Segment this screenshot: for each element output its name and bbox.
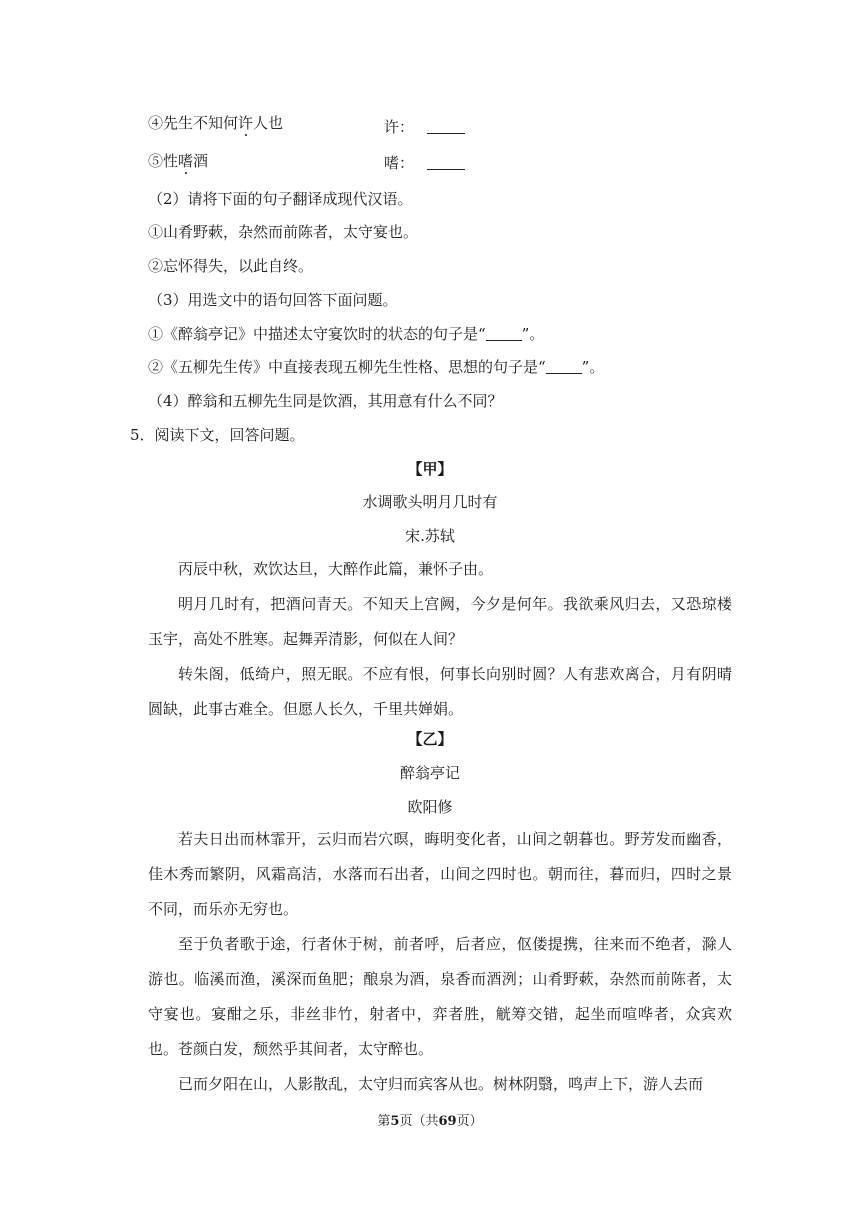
passage-a-tag: 【甲】 (407, 460, 453, 478)
answer-blank[interactable] (427, 119, 465, 134)
dotted-char: 嗜 (178, 152, 194, 170)
q4-part3-item-1: ①《醉翁亭记》中描述太守宴饮时的状态的句子是“ ”。 (148, 325, 545, 343)
item-number: ④ (148, 114, 164, 132)
q4-item-5-answer (384, 152, 465, 173)
q4-part2-item-1: ①山肴野蔌，杂然而前陈者，太守宴也。 (148, 223, 419, 241)
passage-a-body (148, 552, 732, 727)
passage-b-body (148, 822, 732, 1102)
passage-a-author: 宋.苏轼 (405, 527, 455, 545)
passage-b-tag: 【乙】 (407, 730, 453, 748)
passage-a-paragraph: 丙辰中秋，欢饮达旦，大醉作此篇，兼怀子由。 (178, 560, 494, 578)
q4-item-4: ④先生不知何许人也 (148, 114, 284, 132)
passage-a-title: 水调歌头明月几时有 (362, 493, 498, 511)
q4-part3-prompt: （3）用选文中的语句回答下面问题。 (148, 291, 398, 309)
answer-label: 嗜： (384, 154, 415, 172)
page-total: 69 (438, 1114, 457, 1129)
answer-blank[interactable] (546, 359, 582, 374)
page-footer: 第5页（共69页） (377, 1114, 483, 1129)
passage-b-title: 醉翁亭记 (399, 764, 460, 782)
q4-part2-item-2: ②忘怀得失，以此自终。 (148, 257, 314, 275)
q4-part2-prompt: （2）请将下面的句子翻译成现代汉语。 (148, 190, 413, 208)
q4-part3-item-2: ②《五柳先生传》中直接表现五柳先生性格、思想的句子是“ ”。 (148, 358, 605, 376)
passage-b-paragraph: 至于负者歌于途，行者休于树，前者呼，后者应，伛偻提携，往来而不绝者，滁人游也。临溪而渔，溪深而鱼肥；酿泉为酒，泉香而酒洌；山肴野蔌，杂然而前陈者，太守宴也。宴酣之乐，非丝非竹，射者中，弈者胜，觥筹交错，起坐而喧哗者，众宾欢也。苍颜白发，颓然乎其间者，太守醉也。 (148, 935, 732, 1058)
passage-b-paragraph: 已而夕阳在山，人影散乱，太守归而宾客从也。树林阴翳，鸣声上下，游人去而 (178, 1075, 704, 1093)
q4-item-4-answer (384, 116, 465, 137)
item-number: ⑤ (148, 152, 164, 170)
q5-title: 5．阅读下文，回答问题。 (130, 426, 305, 444)
answer-blank[interactable] (427, 155, 465, 170)
answer-blank[interactable] (486, 326, 522, 341)
answer-label: 许： (384, 118, 415, 136)
passage-a-paragraph: 转朱阁，低绮户，照无眠。不应有恨，何事长向别时圆？人有悲欢离合，月有阴晴圆缺，此事古难全。但愿人长久，千里共婵娟。 (148, 665, 732, 718)
passage-b-author: 欧阳修 (407, 798, 453, 816)
passage-a-paragraph: 明月几时有，把酒问青天。不知天上宫阙，今夕是何年。我欲乘风归去，又恐琼楼玉宇，高处不胜寒。起舞弄清影，何似在人间？ (148, 595, 732, 648)
dotted-char: 许 (238, 114, 254, 132)
passage-b-paragraph: 若夫日出而林霏开，云归而岩穴暝，晦明变化者，山间之朝暮也。野芳发而幽香，佳木秀而繁阴，风霜高洁，水落而石出者，山间之四时也。朝而往，暮而归，四时之景不同，而乐亦无穷也。 (148, 830, 732, 918)
q4-part4-prompt: （4）醉翁和五柳先生同是饮酒，其用意有什么不同？ (148, 392, 503, 410)
q4-item-5: ⑤性嗜酒 (148, 152, 209, 170)
page-number: 5 (390, 1114, 400, 1129)
